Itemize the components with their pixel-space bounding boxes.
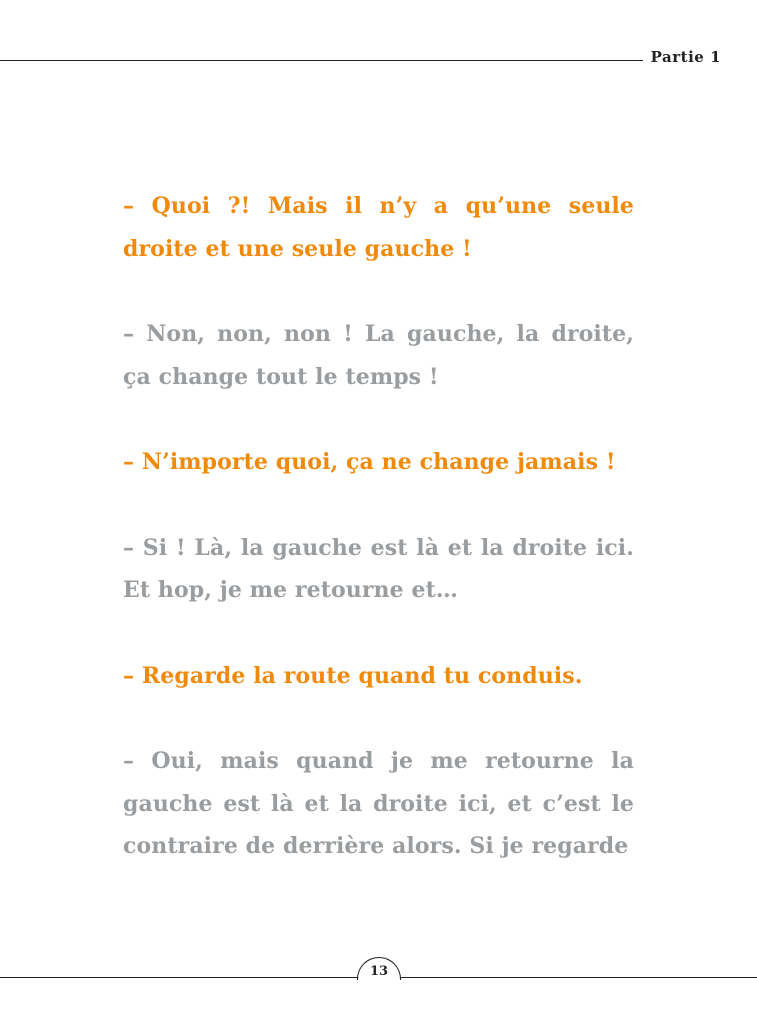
page-body	[123, 185, 634, 911]
dialogue-line-2: – Non, non, non ! La gauche, la droite, ça change tout le temps !	[123, 321, 634, 390]
dialogue-line-4: – Si ! Là, la gauche est là et la droite ici. Et hop, je me retourne et…	[123, 534, 634, 603]
section-label: Partie 1	[650, 48, 721, 66]
page-number: 13	[357, 957, 401, 980]
dialogue-line-6: – Oui, mais quand je me retourne la gauche est là et la droite ici, et c’est le contraire de derrière alors. Si je regarde	[123, 748, 634, 859]
dialogue-line-3: – N’importe quoi, ça ne change jamais !	[123, 449, 616, 475]
dialogue-line-5: – Regarde la route quand tu conduis.	[123, 662, 583, 689]
dialogue-line-1: – Quoi ?! Mais il n’y a qu’une seule droite et une seule gauche !	[123, 193, 634, 262]
header-rule	[0, 60, 643, 61]
